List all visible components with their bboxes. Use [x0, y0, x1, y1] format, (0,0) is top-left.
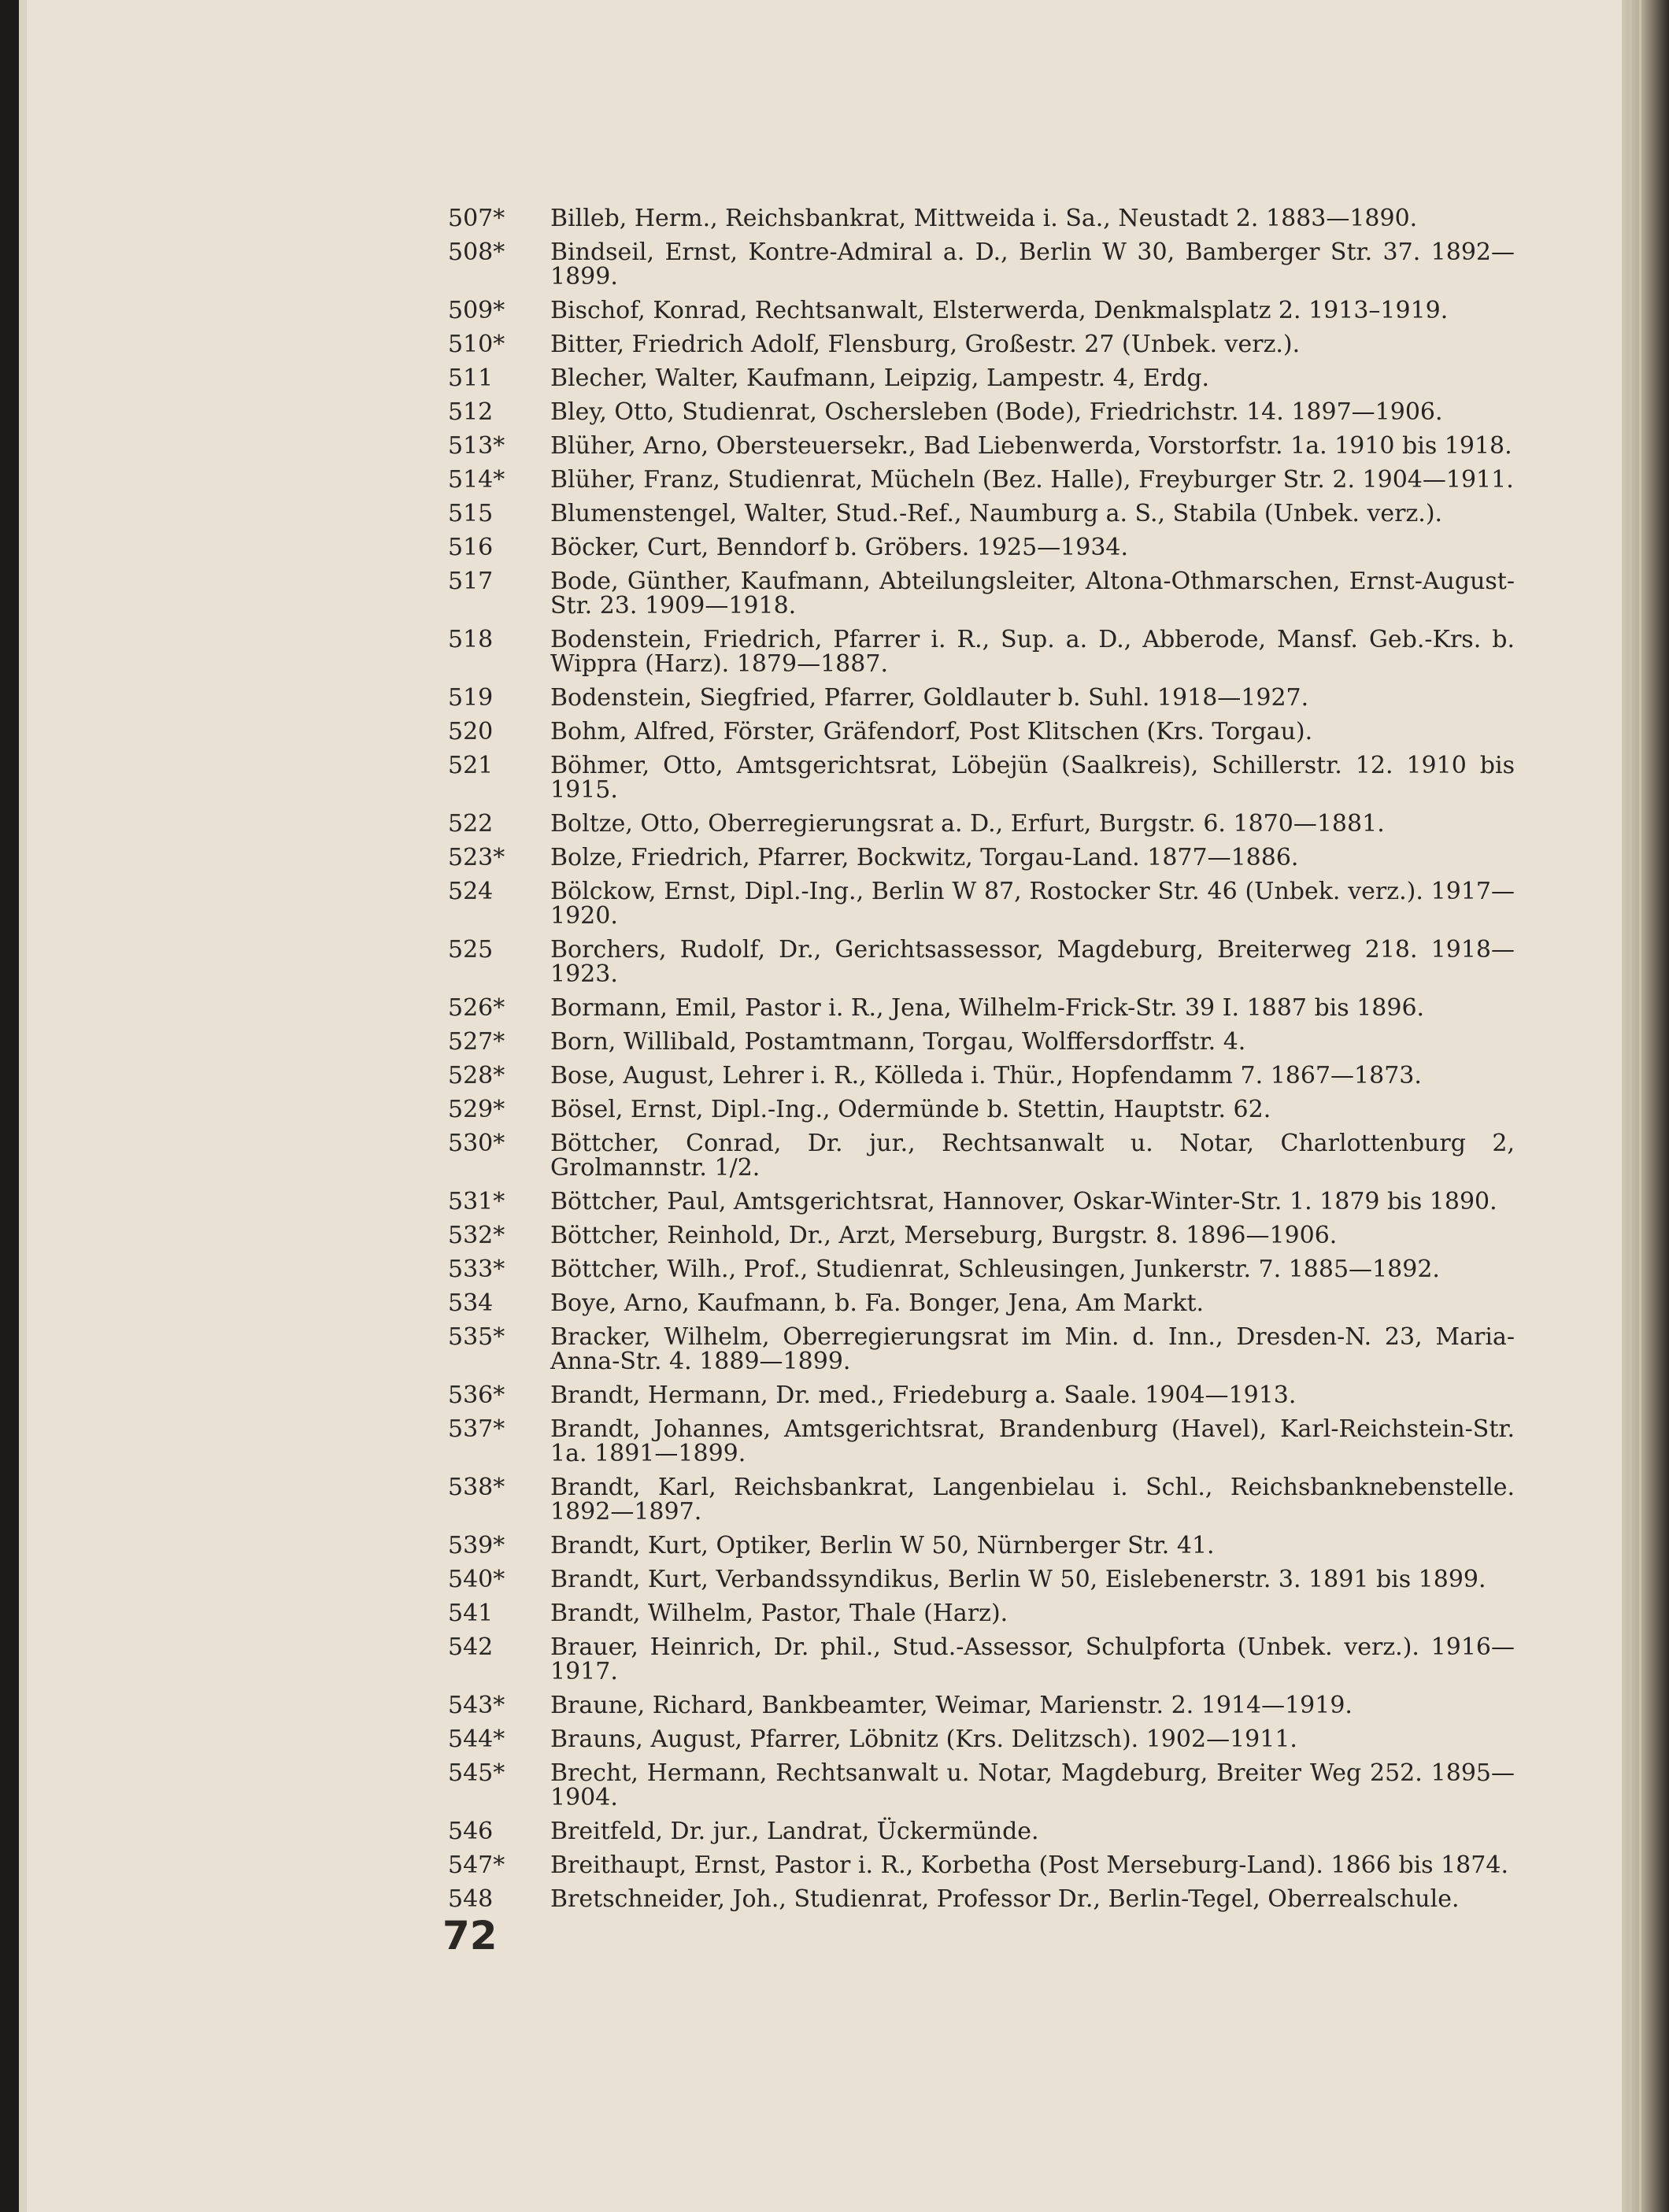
entry-text: Blumenstengel, Walter, Stud.-Ref., Naumburg a. S., Stabila (Unbek. verz.). [550, 500, 1443, 527]
entry-text: Bracker, Wilhelm, Oberregierungsrat im Min. d. Inn., Dresden-N. 23, Maria-Anna-Str. 4. 1889—1899. [550, 1323, 1515, 1375]
entry-text: Born, Willibald, Postamtmann, Torgau, Wolffersdorffstr. 4. [550, 1028, 1246, 1056]
entry-number: 518 [448, 626, 494, 653]
entry-number: 511 [448, 364, 494, 392]
entry-text: Bormann, Emil, Pastor i. R., Jena, Wilhelm-Frick-Str. 39 I. 1887 bis 1896. [550, 994, 1425, 1022]
list-item [448, 206, 1515, 231]
entry-text: Brandt, Johannes, Amtsgerichtsrat, Brandenburg (Havel), Karl-Reichstein-Str. 1a. 1891—1899. [550, 1415, 1515, 1467]
entry-text: Brandt, Hermann, Dr. med., Friedeburg a. Saale. 1904—1913. [550, 1382, 1297, 1409]
entry-number: 534 [448, 1289, 494, 1317]
list-item [448, 535, 1515, 560]
entry-number: 509* [448, 297, 505, 324]
entry-text: Blecher, Walter, Kaufmann, Leipzig, Lampestr. 4, Erdg. [550, 364, 1210, 392]
list-item [448, 1097, 1515, 1122]
entry-text: Böttcher, Conrad, Dr. jur., Rechtsanwalt u. Notar, Charlottenburg 2, Grolmannstr. 1/2. [550, 1130, 1515, 1182]
list-item [448, 627, 1515, 676]
list-item [448, 1063, 1515, 1088]
entry-number: 545* [448, 1759, 505, 1787]
list-item [448, 1853, 1515, 1877]
entry-number: 535* [448, 1323, 505, 1351]
list-item [448, 686, 1515, 710]
entry-text: Böhmer, Otto, Amtsgerichtsrat, Löbejün (Saalkreis), Schillerstr. 12. 1910 bis 1915. [550, 752, 1515, 804]
entry-text: Böcker, Curt, Benndorf b. Gröbers. 1925—1934. [550, 534, 1129, 561]
list-item [448, 1635, 1515, 1684]
list-item [448, 1475, 1515, 1524]
entry-number: 514* [448, 466, 505, 494]
entry-text: Brauer, Heinrich, Dr. phil., Stud.-Assessor, Schulpforta (Unbek. verz.). 1916—1917. [550, 1633, 1515, 1685]
entry-number: 512 [448, 398, 494, 426]
list-item [448, 996, 1515, 1020]
entry-number: 520 [448, 718, 494, 745]
entry-number: 519 [448, 684, 494, 712]
entry-text: Brandt, Wilhelm, Pastor, Thale (Harz). [550, 1600, 1008, 1627]
entry-number: 543* [448, 1692, 505, 1719]
entry-text: Blüher, Arno, Obersteuersekr., Bad Liebenwerda, Vorstorfstr. 1a. 1910 bis 1918. [550, 432, 1512, 460]
entry-number: 521 [448, 752, 494, 779]
book-page [19, 0, 1639, 2212]
list-item [448, 1533, 1515, 1558]
entry-number: 544* [448, 1726, 505, 1753]
entry-number: 539* [448, 1532, 505, 1559]
entry-text: Bischof, Konrad, Rechtsanwalt, Elsterwerda, Denkmalsplatz 2. 1913–1919. [550, 297, 1449, 324]
entry-text: Boltze, Otto, Oberregierungsrat a. D., Erfurt, Burgstr. 6. 1870—1881. [550, 810, 1385, 838]
entry-number: 524 [448, 878, 494, 905]
entry-text: Bitter, Friedrich Adolf, Flensburg, Großestr. 27 (Unbek. verz.). [550, 331, 1301, 358]
list-item [448, 1291, 1515, 1315]
entry-number: 522 [448, 810, 494, 838]
entry-text: Borchers, Rudolf, Dr., Gerichtsassessor, Magdeburg, Breiterweg 218. 1918—1923. [550, 936, 1515, 988]
entry-number: 536* [448, 1382, 505, 1409]
entry-text: Böttcher, Paul, Amtsgerichtsrat, Hannover, Oskar-Winter-Str. 1. 1879 bis 1890. [550, 1188, 1497, 1215]
list-item [448, 938, 1515, 986]
entry-number: 527* [448, 1028, 505, 1056]
list-item [448, 240, 1515, 289]
list-item [448, 1257, 1515, 1282]
entry-text: Billeb, Herm., Reichsbankrat, Mittweida i. Sa., Neustadt 2. 1883—1890. [550, 205, 1418, 232]
entry-number: 542 [448, 1633, 494, 1661]
entry-text: Bley, Otto, Studienrat, Oschersleben (Bode), Friedrichstr. 14. 1897—1906. [550, 398, 1443, 426]
list-item [448, 1131, 1515, 1180]
member-list [448, 206, 1515, 1921]
entry-number: 517 [448, 568, 494, 595]
entry-text: Bodenstein, Friedrich, Pfarrer i. R., Sup. a. D., Abberode, Mansf. Geb.-Krs. b. Wippra (Harz). 1879—1887. [550, 626, 1515, 678]
list-item [448, 1417, 1515, 1466]
entry-text: Bölckow, Ernst, Dipl.-Ing., Berlin W 87, Rostocker Str. 46 (Unbek. verz.). 1917—1920. [550, 878, 1515, 930]
entry-text: Blüher, Franz, Studienrat, Mücheln (Bez. Halle), Freyburger Str. 2. 1904—1911. [550, 466, 1514, 494]
list-item [448, 332, 1515, 357]
entry-number: 523* [448, 844, 505, 871]
entry-text: Bohm, Alfred, Förster, Gräfendorf, Post Klitschen (Krs. Torgau). [550, 718, 1313, 745]
entry-text: Böttcher, Wilh., Prof., Studienrat, Schleusingen, Junkerstr. 7. 1885—1892. [550, 1256, 1440, 1283]
entry-number: 531* [448, 1188, 505, 1215]
list-item [448, 1761, 1515, 1810]
list-item [448, 400, 1515, 424]
list-item [448, 719, 1515, 744]
list-item [448, 879, 1515, 928]
entry-number: 510* [448, 331, 505, 358]
page-number: 72 [442, 1913, 498, 1959]
list-item [448, 1223, 1515, 1248]
list-item [448, 812, 1515, 836]
entry-number: 526* [448, 994, 505, 1022]
entry-text: Bolze, Friedrich, Pfarrer, Bockwitz, Torgau-Land. 1877—1886. [550, 844, 1299, 871]
entry-number: 528* [448, 1062, 505, 1089]
entry-number: 548 [448, 1885, 494, 1913]
list-item [448, 366, 1515, 390]
list-item [448, 468, 1515, 492]
entry-text: Bodenstein, Siegfried, Pfarrer, Goldlauter b. Suhl. 1918—1927. [550, 684, 1309, 712]
entry-text: Brandt, Karl, Reichsbankrat, Langenbielau i. Schl., Reichsbanknebenstelle. 1892—1897. [550, 1474, 1515, 1526]
entry-text: Braune, Richard, Bankbeamter, Weimar, Marienstr. 2. 1914—1919. [550, 1692, 1353, 1719]
list-item [448, 298, 1515, 323]
entry-number: 547* [448, 1851, 505, 1879]
entry-number: 533* [448, 1256, 505, 1283]
list-item [448, 1383, 1515, 1407]
list-item [448, 434, 1515, 458]
page-stack-line [1639, 0, 1641, 2212]
list-item [448, 569, 1515, 618]
entry-text: Boye, Arno, Kaufmann, b. Fa. Bonger, Jena, Am Markt. [550, 1289, 1205, 1317]
page-edge [1622, 0, 1669, 2212]
list-item [448, 845, 1515, 870]
entry-text: Böttcher, Reinhold, Dr., Arzt, Merseburg, Burgstr. 8. 1896—1906. [550, 1222, 1338, 1249]
entry-number: 525 [448, 936, 494, 964]
entry-number: 513* [448, 432, 505, 460]
entry-text: Bode, Günther, Kaufmann, Abteilungsleiter, Altona-Othmarschen, Ernst-August-Str. 23. 1909—1918. [550, 568, 1515, 620]
entry-text: Brauns, August, Pfarrer, Löbnitz (Krs. Delitzsch). 1902—1911. [550, 1726, 1297, 1753]
entry-text: Breithaupt, Ernst, Pastor i. R., Korbetha (Post Merseburg-Land). 1866 bis 1874. [550, 1851, 1508, 1879]
entry-text: Bindseil, Ernst, Kontre-Admiral a. D., Berlin W 30, Bamberger Str. 37. 1892—1899. [550, 239, 1515, 290]
list-item [448, 1601, 1515, 1626]
entry-number: 546 [448, 1818, 494, 1845]
entry-number: 530* [448, 1130, 505, 1157]
entry-number: 529* [448, 1096, 505, 1123]
page-stack-line [1630, 0, 1632, 2212]
entry-number: 538* [448, 1474, 505, 1501]
list-item [448, 1189, 1515, 1214]
entry-text: Breitfeld, Dr. jur., Landrat, Ückermünde. [550, 1818, 1039, 1845]
list-item [448, 1887, 1515, 1911]
entry-number: 515 [448, 500, 494, 527]
entry-number: 540* [448, 1566, 505, 1593]
entry-text: Bose, August, Lehrer i. R., Kölleda i. Thür., Hopfendamm 7. 1867—1873. [550, 1062, 1422, 1089]
list-item [448, 1030, 1515, 1054]
list-item [448, 1567, 1515, 1592]
list-item [448, 753, 1515, 802]
entry-text: Brecht, Hermann, Rechtsanwalt u. Notar, Magdeburg, Breiter Weg 252. 1895—1904. [550, 1759, 1515, 1811]
entry-text: Brandt, Kurt, Verbandssyndikus, Berlin W 50, Eislebenerstr. 3. 1891 bis 1899. [550, 1566, 1486, 1593]
entry-text: Brandt, Kurt, Optiker, Berlin W 50, Nürnberger Str. 41. [550, 1532, 1215, 1559]
list-item [448, 1819, 1515, 1844]
entry-text: Bösel, Ernst, Dipl.-Ing., Odermünde b. Stettin, Hauptstr. 62. [550, 1096, 1271, 1123]
entry-number: 532* [448, 1222, 505, 1249]
entry-text: Bretschneider, Joh., Studienrat, Professor Dr., Berlin-Tegel, Oberrealschule. [550, 1885, 1460, 1913]
entry-number: 516 [448, 534, 494, 561]
entry-number: 508* [448, 239, 505, 266]
entry-number: 541 [448, 1600, 494, 1627]
entry-number: 537* [448, 1415, 505, 1443]
list-item [448, 1693, 1515, 1718]
entry-number: 507* [448, 205, 505, 232]
list-item [448, 1325, 1515, 1374]
list-item [448, 501, 1515, 526]
list-item [448, 1727, 1515, 1751]
